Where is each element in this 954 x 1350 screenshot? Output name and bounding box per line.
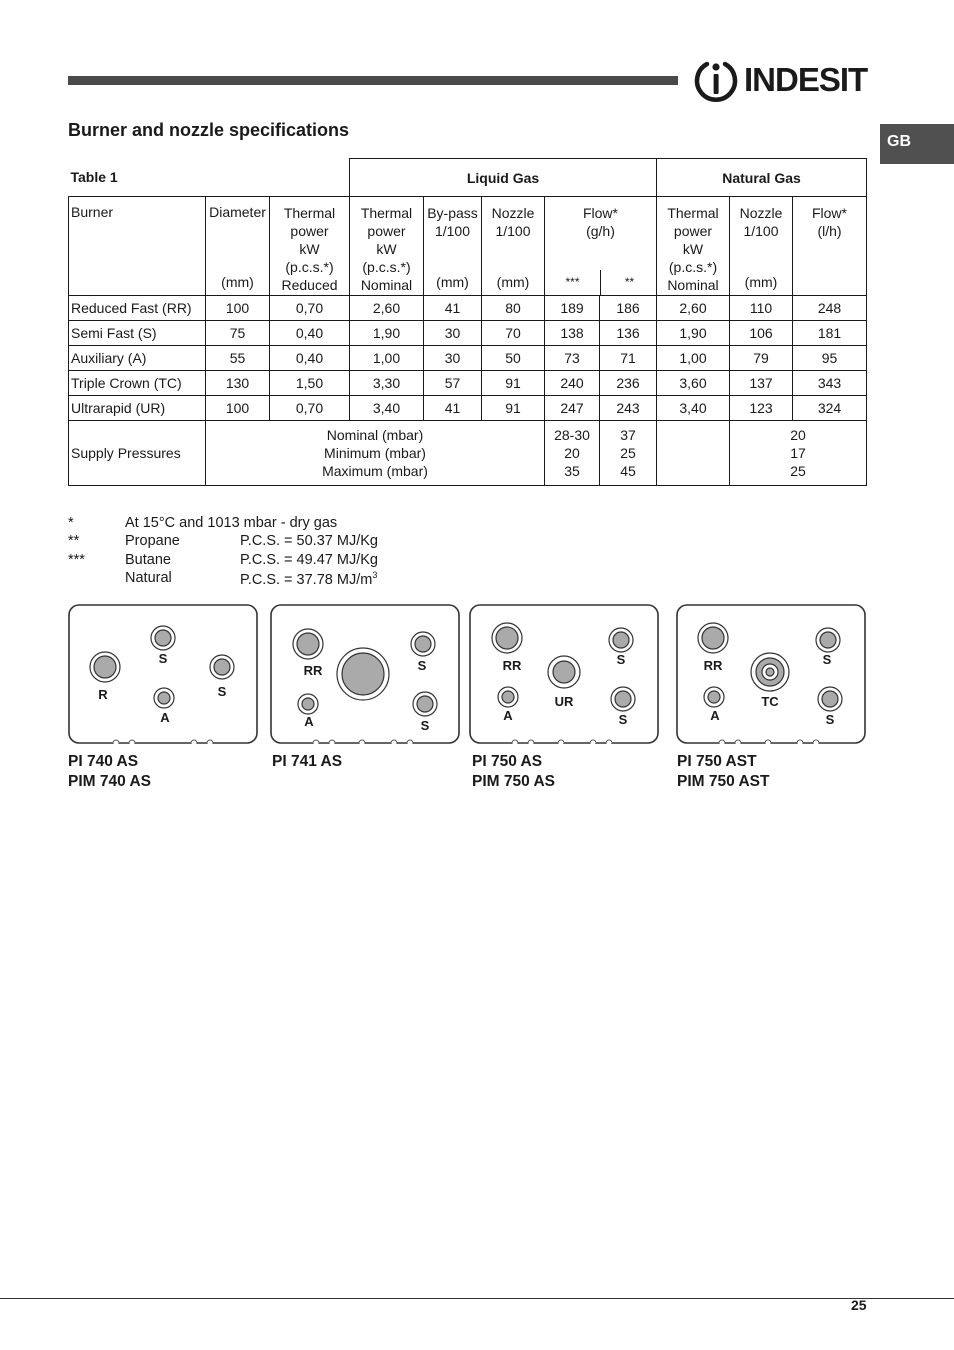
hob-diagram-pi740 — [68, 604, 258, 744]
table-cell-nozzle: 50 — [482, 346, 545, 371]
table-cell-reduced: 0,40 — [270, 346, 350, 371]
supply-label: Supply Pressures — [69, 421, 206, 486]
hob-diagram-pi741 — [270, 604, 460, 744]
supply-butane: 28-30 20 35 — [545, 421, 600, 486]
table-cell-ng-nozzle: 106 — [730, 321, 793, 346]
burner-label: S — [217, 684, 227, 699]
table-cell-bypass: 57 — [424, 371, 482, 396]
table-cell-bypass: 41 — [424, 396, 482, 421]
table-cell-bypass: 30 — [424, 321, 482, 346]
burner-a — [154, 688, 174, 708]
burner-label: A — [160, 710, 170, 725]
table-cell-f2: 136 — [600, 321, 657, 346]
nozzle-unit: (mm) — [496, 274, 530, 290]
table-cell-reduced: 0,70 — [270, 296, 350, 321]
burner-large — [337, 648, 389, 700]
burner-label: S — [825, 712, 835, 727]
burner-spec-table — [68, 158, 867, 486]
hob-diagram-pi750 — [469, 604, 659, 744]
table-cell-f3: 189 — [545, 296, 600, 321]
logo-i-icon — [693, 58, 739, 104]
thermal-reduced-header: Thermal power kW (p.c.s.*) Reduced — [281, 205, 338, 293]
table-cell-ng-flow: 343 — [793, 371, 867, 396]
table-cell-burner: Ultrarapid (UR) — [69, 396, 206, 421]
table-cell-ng-flow: 248 — [793, 296, 867, 321]
burner-label: R — [98, 687, 108, 702]
table-cell-reduced: 0,70 — [270, 396, 350, 421]
table-cell-burner: Semi Fast (S) — [69, 321, 206, 346]
table-cell-nominal: 3,40 — [350, 396, 424, 421]
table-cell-dia: 100 — [206, 396, 270, 421]
table-cell-bypass: 41 — [424, 296, 482, 321]
table-cell-f3: 73 — [545, 346, 600, 371]
table-cell-ng-flow: 324 — [793, 396, 867, 421]
table-caption: Table 1 — [69, 159, 350, 197]
burner-s — [151, 626, 175, 650]
ng-flow-header: Flow* (l/h) — [811, 205, 847, 239]
table-cell-bypass: 30 — [424, 346, 482, 371]
burner-s — [611, 687, 635, 711]
table-row — [69, 371, 867, 396]
burner-label: A — [503, 708, 513, 723]
table-cell-nominal: 2,60 — [350, 296, 424, 321]
burner-tc — [751, 653, 789, 691]
table-cell-nominal: 3,30 — [350, 371, 424, 396]
indesit-logo — [693, 58, 869, 104]
table-cell-dia: 130 — [206, 371, 270, 396]
burner-label: S — [420, 718, 430, 733]
column-header-row — [69, 197, 867, 296]
table-cell-f3: 138 — [545, 321, 600, 346]
flow-propane-subheader: ** — [600, 270, 658, 295]
table-cell-nozzle: 70 — [482, 321, 545, 346]
table-cell-nominal: 1,00 — [350, 346, 424, 371]
bypass-unit: (mm) — [436, 274, 469, 290]
model-label: PI 740 AS PIM 740 AS — [68, 753, 151, 790]
burner-label: TC — [761, 694, 779, 709]
burner-r — [90, 652, 120, 682]
burner-header: Burner — [71, 204, 114, 220]
header-bar — [68, 76, 678, 85]
table-cell-ng-nozzle: 137 — [730, 371, 793, 396]
footer-rule — [0, 1298, 954, 1299]
burner-label: UR — [554, 694, 574, 709]
burner-s — [413, 692, 437, 716]
burner-rr — [698, 623, 728, 653]
model-label: PI 750 AST PIM 750 AST — [677, 753, 770, 790]
supply-empty-cell — [657, 421, 730, 486]
supply-propane: 37 25 45 — [600, 421, 657, 486]
table-row — [69, 296, 867, 321]
bypass-header: By-pass 1/100 — [427, 205, 478, 239]
burner-rr — [293, 629, 323, 659]
table-cell-ng-nozzle: 123 — [730, 396, 793, 421]
table-cell-ng-nominal: 3,60 — [657, 371, 730, 396]
table-cell-nozzle: 80 — [482, 296, 545, 321]
burner-s — [411, 632, 435, 656]
ng-nozzle-unit: (mm) — [744, 274, 778, 290]
table-cell-ng-nominal: 2,60 — [657, 296, 730, 321]
burner-s — [816, 628, 840, 652]
burner-ur — [548, 656, 580, 688]
table-cell-nozzle: 91 — [482, 396, 545, 421]
burner-label: RR — [703, 658, 723, 673]
table-cell-burner: Auxiliary (A) — [69, 346, 206, 371]
burner-label: S — [822, 652, 832, 667]
burner-label: S — [616, 652, 626, 667]
flow-gh-header: Flow* (g/h) *** ** — [545, 197, 657, 296]
diameter-header: Diameter — [209, 204, 266, 220]
page-number: 25 — [851, 1297, 867, 1313]
table-row — [69, 346, 867, 371]
burner-a — [298, 694, 318, 714]
burner-s — [210, 655, 234, 679]
burner-label: A — [304, 714, 314, 729]
natural-gas-header: Natural Gas — [657, 159, 867, 197]
supply-natural: 20 17 25 — [730, 421, 867, 486]
burner-s — [818, 687, 842, 711]
table-cell-burner: Triple Crown (TC) — [69, 371, 206, 396]
burner-a — [498, 687, 518, 707]
nozzle-header: Nozzle 1/100 — [491, 205, 535, 239]
table-cell-f2: 243 — [600, 396, 657, 421]
table-cell-f2: 71 — [600, 346, 657, 371]
table-cell-reduced: 1,50 — [270, 371, 350, 396]
thermal-nominal-header: Thermal power kW (p.c.s.*) Nominal — [360, 205, 413, 293]
burner-s — [609, 628, 633, 652]
model-label: PI 750 AS PIM 750 AS — [472, 753, 555, 790]
ng-thermal-header: Thermal power kW (p.c.s.*) Nominal — [667, 205, 719, 293]
table-cell-f2: 186 — [600, 296, 657, 321]
burner-label: A — [710, 708, 720, 723]
burner-rr — [492, 623, 522, 653]
table-cell-nominal: 1,90 — [350, 321, 424, 346]
brand-wordmark: INDESIT — [744, 61, 868, 98]
ng-nozzle-header: Nozzle 1/100 — [739, 205, 783, 239]
burner-label: S — [158, 651, 168, 666]
table-cell-ng-nominal: 1,00 — [657, 346, 730, 371]
table-cell-dia: 100 — [206, 296, 270, 321]
liquid-gas-header: Liquid Gas — [350, 159, 657, 197]
table-row — [69, 396, 867, 421]
model-label: PI 741 AS — [272, 753, 343, 770]
table-cell-f2: 236 — [600, 371, 657, 396]
diameter-unit: (mm) — [221, 274, 254, 290]
table-cell-dia: 75 — [206, 321, 270, 346]
table-cell-dia: 55 — [206, 346, 270, 371]
supply-pressures-row — [69, 421, 867, 486]
table-cell-ng-nominal: 1,90 — [657, 321, 730, 346]
language-tab[interactable]: GB — [880, 124, 954, 164]
table-cell-ng-nozzle: 110 — [730, 296, 793, 321]
flow-butane-subheader: *** — [565, 275, 580, 289]
table-cell-burner: Reduced Fast (RR) — [69, 296, 206, 321]
supply-levels: Nominal (mbar) Minimum (mbar) Maximum (mbar) — [206, 421, 545, 486]
page-title: Burner and nozzle specifications — [68, 120, 350, 140]
table-cell-ng-nozzle: 79 — [730, 346, 793, 371]
table-cell-f3: 247 — [545, 396, 600, 421]
table-cell-reduced: 0,40 — [270, 321, 350, 346]
table-cell-ng-flow: 95 — [793, 346, 867, 371]
burner-label: RR — [303, 663, 323, 678]
burner-a — [704, 687, 724, 707]
table-cell-ng-nominal: 3,40 — [657, 396, 730, 421]
burner-label: S — [618, 712, 628, 727]
table-cell-nozzle: 91 — [482, 371, 545, 396]
table-cell-ng-flow: 181 — [793, 321, 867, 346]
hob-diagram-pi750ast — [676, 604, 866, 744]
table-cell-f3: 240 — [545, 371, 600, 396]
burner-label: S — [417, 658, 427, 673]
table-row — [69, 321, 867, 346]
burner-label: RR — [502, 658, 522, 673]
